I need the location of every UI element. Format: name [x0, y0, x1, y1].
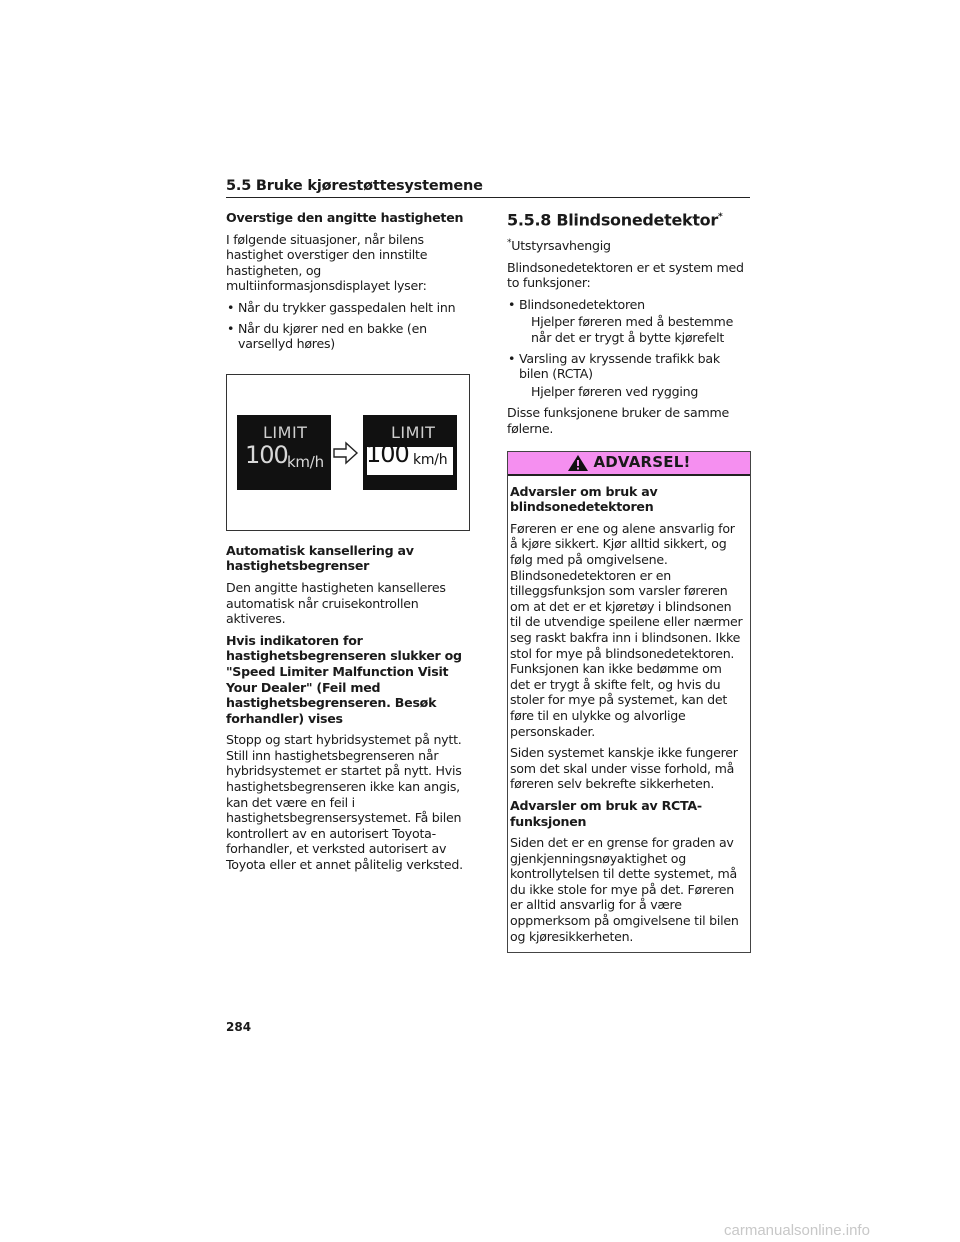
- heading-exceed-speed: Overstige den angitte hastigheten: [226, 210, 464, 225]
- warning-box: [507, 451, 751, 954]
- warning-icon: [567, 454, 589, 472]
- function-list: [507, 297, 751, 400]
- speed-limit-figure: [226, 374, 470, 531]
- limit-label: LIMIT: [263, 422, 308, 442]
- option-note: *Utstyrsavhengig: [507, 237, 611, 254]
- right-column: [507, 210, 751, 953]
- warning-paragraph: Siden det er en grense for graden av gjenkjenningsnøyaktighet og kontrollytelsen til dette systemet, må du ikke stole for mye på det. Føreren er alltid ansvarlig for å være oppmerksom på omgivelsene til bilen og kjøresikkerheten.: [510, 835, 739, 944]
- closing-paragraph: Disse funksjonene bruker de samme følerne.: [507, 405, 729, 437]
- function-label: • Varsling av kryssende trafikk bak bilen (RCTA): [519, 350, 720, 382]
- page-number: 284: [226, 1020, 252, 1034]
- function-desc: Hjelper føreren ved rygging: [531, 383, 699, 399]
- list-item: • Når du kjører ned en bakke (en varsellyd høres): [226, 321, 471, 352]
- warning-title: ADVARSEL!: [593, 452, 691, 471]
- bullet-list: [226, 300, 471, 352]
- footnote-mark: *: [507, 237, 512, 248]
- warning-heading: Advarsler om bruk av RCTA-funksjonen: [510, 797, 702, 829]
- warning-heading: Advarsler om bruk av blindsonedetektoren: [510, 483, 658, 515]
- list-item: [507, 297, 751, 346]
- warning-header: [508, 452, 750, 476]
- footnote-mark: *: [717, 212, 723, 222]
- warning-paragraph: Føreren er ene og alene ansvarlig for å kjøre sikkert. Kjør alltid sikkert, og følg med på omgivelsene. Blindsonedetektoren er en tilleggsfunksjon som varsler føreren om at det er et kjøretøy i blindsonen til de utvendige speilene eller nærmer seg raskt bakfra inn i blindsonen. Ikke stol for mye på blindsonedetektoren. Funksjonen kan ikke bedømme om det er trygt å skifte felt, og hvis du stoler for mye på systemet, kan det føre til en ulykke og alvorlige personskader.: [510, 520, 743, 739]
- function-label: • Blindsonedetektoren: [519, 296, 645, 312]
- list-item: [507, 351, 751, 400]
- list-item: • Når du trykker gasspedalen helt inn: [226, 300, 471, 316]
- limit-unit: km/h: [287, 452, 324, 471]
- paragraph-exceed-speed: I følgende situasjoner, når bilens hastighet overstiger den innstilte hastigheten, og multiinformasjonsdisplayet lyser:: [226, 231, 428, 294]
- paragraph-auto-cancel: Den angitte hastigheten kanselleres automatisk når cruisekontrollen aktiveres.: [226, 579, 446, 627]
- paragraph-malfunction: Stopp og start hybridsystemet på nytt. Still inn hastighetsbegrenseren når hybridsystemet er startet på nytt. Hvis hastighetsbegrenseren ikke kan angis, kan det være en feil i hastighetsbegrensersystemet. Få bilen kontrollert av en autorisert Toyota-forhandler, et verksted autorisert av Toyota eller et annet pålitelig verksted.: [226, 732, 463, 873]
- warning-body: [508, 476, 750, 953]
- arrow-right-icon: [333, 441, 359, 465]
- limit-unit: km/h: [413, 451, 448, 468]
- intro-paragraph: Blindsonedetektoren er et system med to funksjoner:: [507, 259, 744, 291]
- heading-auto-cancel: Automatisk kansellering av hastighetsbegrenser: [226, 542, 414, 574]
- limit-value: 100: [366, 439, 409, 468]
- limit-label: LIMIT: [391, 422, 436, 442]
- function-desc: Hjelper føreren med å bestemme når det er trygt å bytte kjørefelt: [531, 314, 734, 346]
- section-title: 5.5.8 Blindsonedetektor*: [507, 210, 723, 230]
- left-column: [226, 210, 471, 879]
- heading-malfunction: Hvis indikatoren for hastighetsbegrenseren slukker og "Speed Limiter Malfunction Visit Your Dealer" (Feil med hastighetsbegrenseren. Besøk forhandler) vises: [226, 632, 462, 726]
- section-header: 5.5 Bruke kjørestøttesystemene: [226, 178, 750, 198]
- limit-display-after: [363, 415, 457, 490]
- limit-display-before: [237, 415, 331, 490]
- limit-value: 100: [245, 440, 288, 469]
- watermark: carmanualsonline.info: [724, 1222, 870, 1239]
- warning-paragraph: Siden systemet kanskje ikke fungerer som det skal under visse forhold, må føreren selv bekrefte sikkerheten.: [510, 745, 738, 792]
